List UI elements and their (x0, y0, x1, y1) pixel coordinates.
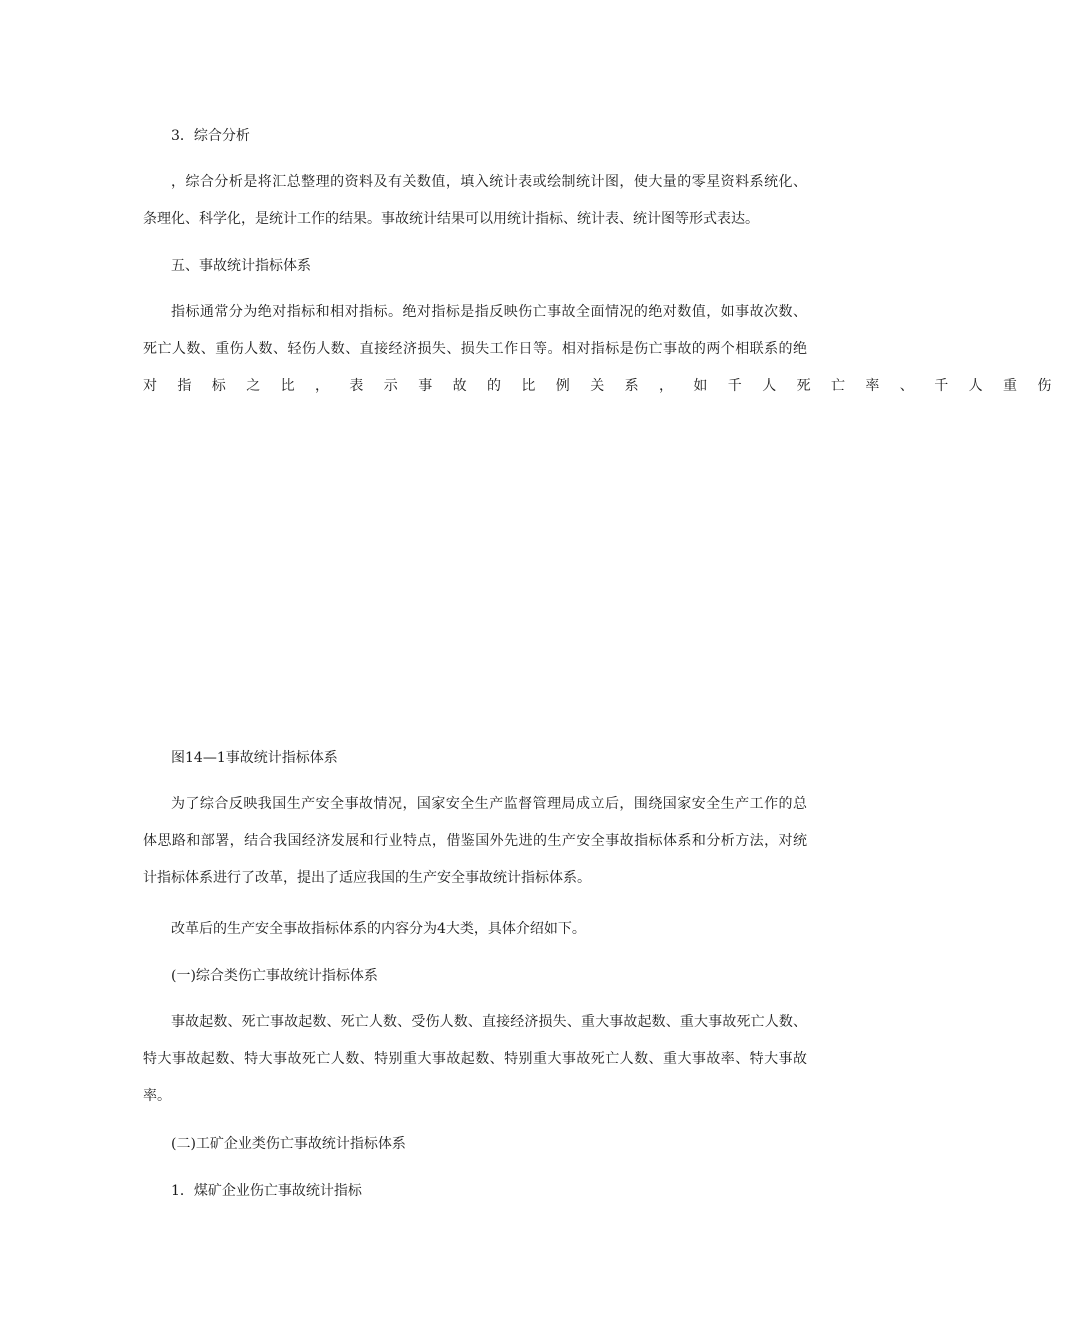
paragraph-comprehensive-indicators: 事故起数、死亡事故起数、死亡人数、受伤人数、直接经济损失、重大事故起数、重大事故死亡人数、 特大事故起数、特大事故死亡人数、特别重大事故起数、特别重大事故死亡人数、重大事故率、特大事故 率。 (143, 1014, 807, 1104)
subheading-coal-mine-indicators: 1．煤矿企业伤亡事故统计指标 (171, 1183, 362, 1199)
subheading-comprehensive-category: (一)综合类伤亡事故统计指标体系 (171, 968, 378, 984)
subheading-industrial-category: (二)工矿企业类伤亡事故统计指标体系 (171, 1136, 406, 1152)
paragraph-reform-background: 为了综合反映我国生产安全事故情况，国家安全生产监督管理局成立后，围绕国家安全生产工作的总 体思路和部署，结合我国经济发展和行业特点，借鉴国外先进的生产安全事故指标体系和分析方法，对统 计指标体系进行了改革，提出了适应我国的生产安全事故统计指标体系。 (143, 796, 807, 886)
paragraph-indicator-types: 指标通常分为绝对指标和相对指标。绝对指标是指反映伤亡事故全面情况的绝对数值，如事故次数、 死亡人数、重伤人数、轻伤人数、直接经济损失、损失工作日等。相对指标是伤亡事故的两个相联系的绝 对指标之比，表示事故的比例关系，如千人死亡率、千人重伤 (143, 304, 1072, 394)
section-heading-5: 五、事故统计指标体系 (171, 258, 311, 274)
section-heading-3: 3．综合分析 (171, 128, 250, 144)
figure-caption: 图14—1事故统计指标体系 (171, 750, 338, 766)
paragraph-comprehensive-analysis: ，综合分析是将汇总整理的资料及有关数值，填入统计表或绘制统计图，使大量的零星资料系统化、 条理化、科学化，是统计工作的结果。事故统计结果可以用统计指标、统计表、统计图等形式表达。 (143, 174, 807, 227)
paragraph-four-categories: 改革后的生产安全事故指标体系的内容分为4大类，具体介绍如下。 (171, 921, 586, 937)
figure-placeholder (143, 432, 807, 732)
